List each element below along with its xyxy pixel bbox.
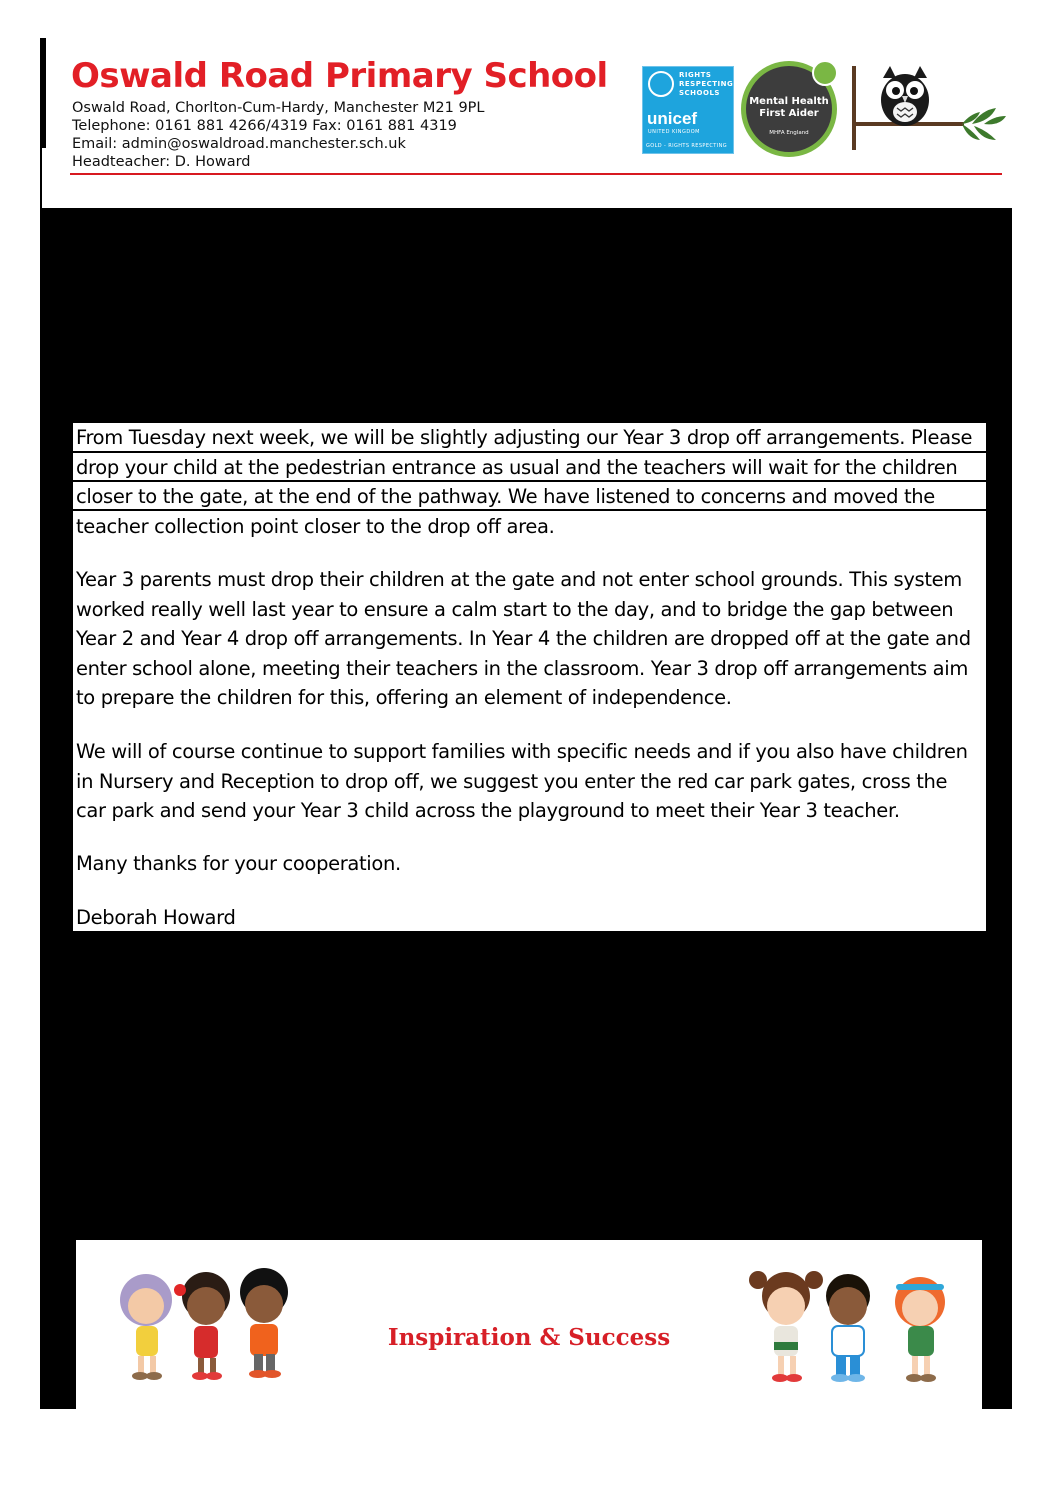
footer-banner xyxy=(76,1240,982,1409)
children-cartoon-right-icon xyxy=(744,1266,966,1390)
line-separator xyxy=(73,509,986,511)
header-left-bar xyxy=(40,38,46,148)
header-left-bar-thin xyxy=(40,148,42,208)
school-telephone: Telephone: 0161 881 4266/4319 Fax: 0161 881 4319 xyxy=(72,118,457,134)
letter-signature: Deborah Howard xyxy=(76,906,236,929)
school-motto: Inspiration & Success xyxy=(387,1324,671,1351)
letter-paragraph-1: From Tuesday next week, we will be slightly adjusting our Year 3 drop off arrangements. Please drop your child at the pedestrian entrance as usual and the teachers will wait for the children closer to the gate, at the end of the pathway. We have listened to concerns and moved the teacher collection point closer to the drop off area. xyxy=(76,426,973,538)
letter-paragraph-3: We will of course continue to support families with specific needs and if you also have children in Nursery and Reception to drop off, we suggest you enter the red car park gates, cross the car park and send your Year 3 child across the playground to meet their Year 3 teacher. xyxy=(76,740,968,822)
globe-icon xyxy=(648,71,674,97)
mental-health-first-aider-logo xyxy=(741,61,837,157)
leaf-icon xyxy=(812,60,838,86)
owl-branch-icon xyxy=(850,62,1010,154)
letter-closing: Many thanks for your cooperation. xyxy=(76,852,401,875)
letter-body xyxy=(73,423,986,931)
mhfa-text: Mental Health First Aider xyxy=(749,96,829,119)
headteacher-line: Headteacher: D. Howard xyxy=(72,154,251,170)
line-separator xyxy=(73,451,986,453)
unicef-country: UNITED KINGDOM xyxy=(648,129,700,135)
unicef-wordmark: unicef xyxy=(647,109,698,128)
header-divider xyxy=(70,173,1002,175)
line-separator xyxy=(73,480,986,482)
mhfa-subtext: MHFA England xyxy=(769,130,809,136)
school-name: Oswald Road Primary School xyxy=(71,56,608,96)
letter-paragraph-2: Year 3 parents must drop their children at the gate and not enter school grounds. This system worked really well last year to ensure a calm start to the day, and to bridge the gap between Year 2 and Year 4 drop off arrangements. In Year 4 the children are dropped off at the gate and enter school alone, meeting their teachers in the classroom. Year 3 drop off arrangements aim to prepare the children for this, offering an element of independence. xyxy=(76,568,971,709)
unicef-rights-respecting-logo xyxy=(642,66,734,154)
unicef-rrs-text: RIGHTS RESPECTING SCHOOLS xyxy=(679,71,734,97)
school-address: Oswald Road, Chorlton-Cum-Hardy, Manchester M21 9PL xyxy=(72,100,485,116)
school-email: Email: admin@oswaldroad.manchester.sch.uk xyxy=(72,136,406,152)
unicef-award: GOLD - RIGHTS RESPECTING xyxy=(646,143,728,149)
